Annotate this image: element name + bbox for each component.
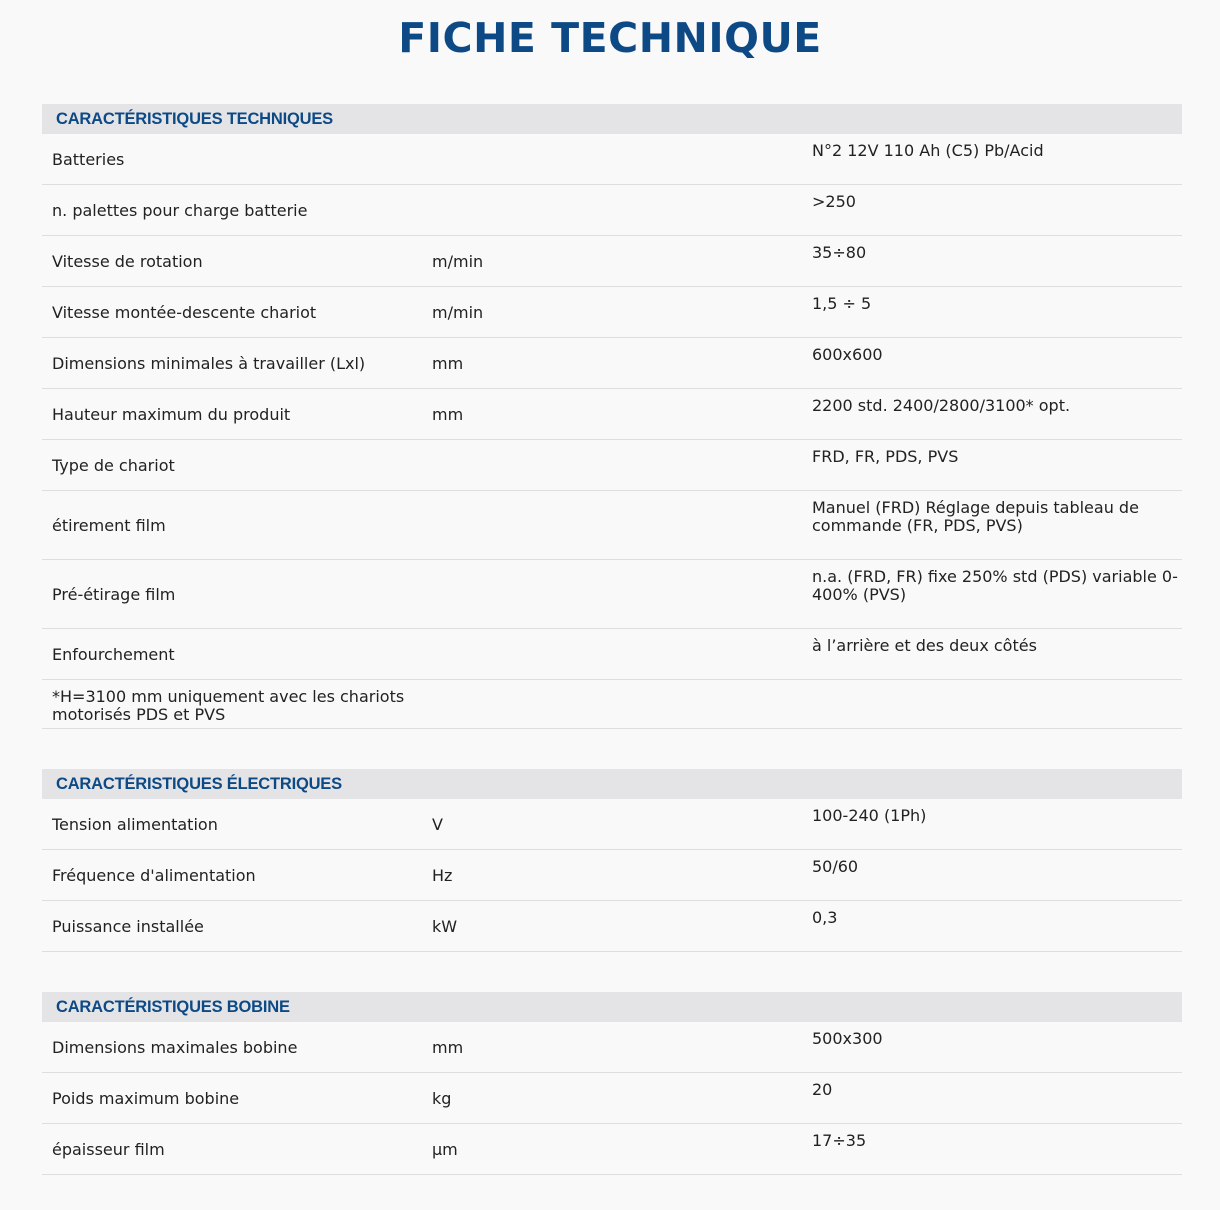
row-label: Enfourchement [52, 645, 175, 664]
table-row [42, 440, 1182, 491]
row-label: Hauteur maximum du produit [52, 405, 291, 424]
table-row [42, 850, 1182, 901]
row-label: épaisseur film [52, 1140, 165, 1159]
row-unit: mm [432, 405, 464, 424]
row-label: Tension alimentation [52, 815, 218, 834]
row-value: 500x300 [812, 1029, 883, 1048]
section-header-coil: CARACTÉRISTIQUES BOBINE [42, 992, 1182, 1022]
row-value: N°2 12V 110 Ah (C5) Pb/Acid [812, 141, 1044, 160]
section-electrical [42, 769, 1182, 952]
row-label: Vitesse de rotation [52, 252, 203, 271]
row-label: n. palettes pour charge batterie [52, 201, 308, 220]
row-value: n.a. (FRD, FR) fixe 250% std (PDS) variable 0-400% (PVS) [812, 567, 1178, 604]
row-unit: V [432, 815, 443, 834]
row-label: Fréquence d'alimentation [52, 866, 256, 885]
table-row [42, 287, 1182, 338]
row-value: 17÷35 [812, 1131, 867, 1150]
table-row-footnote [42, 680, 1182, 729]
row-unit: m/min [432, 303, 484, 322]
table-row [42, 389, 1182, 440]
section-header-technical: CARACTÉRISTIQUES TECHNIQUES [42, 104, 1182, 134]
row-label: Pré-étirage film [52, 585, 176, 604]
row-value: à l’arrière et des deux côtés [812, 636, 1037, 655]
row-label: Puissance installée [52, 917, 204, 936]
row-value: >250 [812, 192, 856, 211]
row-unit: kg [432, 1089, 452, 1108]
section-technical [42, 104, 1182, 729]
table-row [42, 799, 1182, 850]
row-value: 20 [812, 1080, 833, 1099]
row-value: 35÷80 [812, 243, 867, 262]
row-unit: kW [432, 917, 458, 936]
table-row [42, 1124, 1182, 1175]
row-value: 50/60 [812, 857, 859, 876]
row-unit: Hz [432, 866, 453, 885]
table-row [42, 491, 1182, 560]
table-row [42, 185, 1182, 236]
table-row [42, 1073, 1182, 1124]
table-row [42, 1022, 1182, 1073]
table-row [42, 134, 1182, 185]
row-value: Manuel (FRD) Réglage depuis tableau de commande (FR, PDS, PVS) [812, 498, 1139, 535]
row-value: 600x600 [812, 345, 883, 364]
row-label: Dimensions maximales bobine [52, 1038, 298, 1057]
table-row [42, 236, 1182, 287]
row-value: 0,3 [812, 908, 838, 927]
row-value: FRD, FR, PDS, PVS [812, 447, 959, 466]
row-label: Poids maximum bobine [52, 1089, 240, 1108]
table-row [42, 338, 1182, 389]
row-value: 100-240 (1Ph) [812, 806, 927, 825]
row-label: Vitesse montée-descente chariot [52, 303, 317, 322]
row-unit: m/min [432, 252, 484, 271]
page-title: FICHE TECHNIQUE [398, 14, 822, 62]
row-unit: mm [432, 1038, 464, 1057]
row-label: Type de chariot [52, 456, 175, 475]
row-label: Batteries [52, 150, 125, 169]
row-unit: µm [432, 1140, 458, 1159]
table-row [42, 629, 1182, 680]
section-header-electrical: CARACTÉRISTIQUES ÉLECTRIQUES [42, 769, 1182, 799]
row-value: 1,5 ÷ 5 [812, 294, 872, 313]
row-unit: mm [432, 354, 464, 373]
row-label: étirement film [52, 516, 166, 535]
row-label: Dimensions minimales à travailler (Lxl) [52, 354, 366, 373]
table-row [42, 901, 1182, 952]
footnote-text: *H=3100 mm uniquement avec les chariots motorisés PDS et PVS [52, 687, 405, 724]
section-coil [42, 992, 1182, 1175]
table-row [42, 560, 1182, 629]
row-value: 2200 std. 2400/2800/3100* opt. [812, 396, 1071, 415]
